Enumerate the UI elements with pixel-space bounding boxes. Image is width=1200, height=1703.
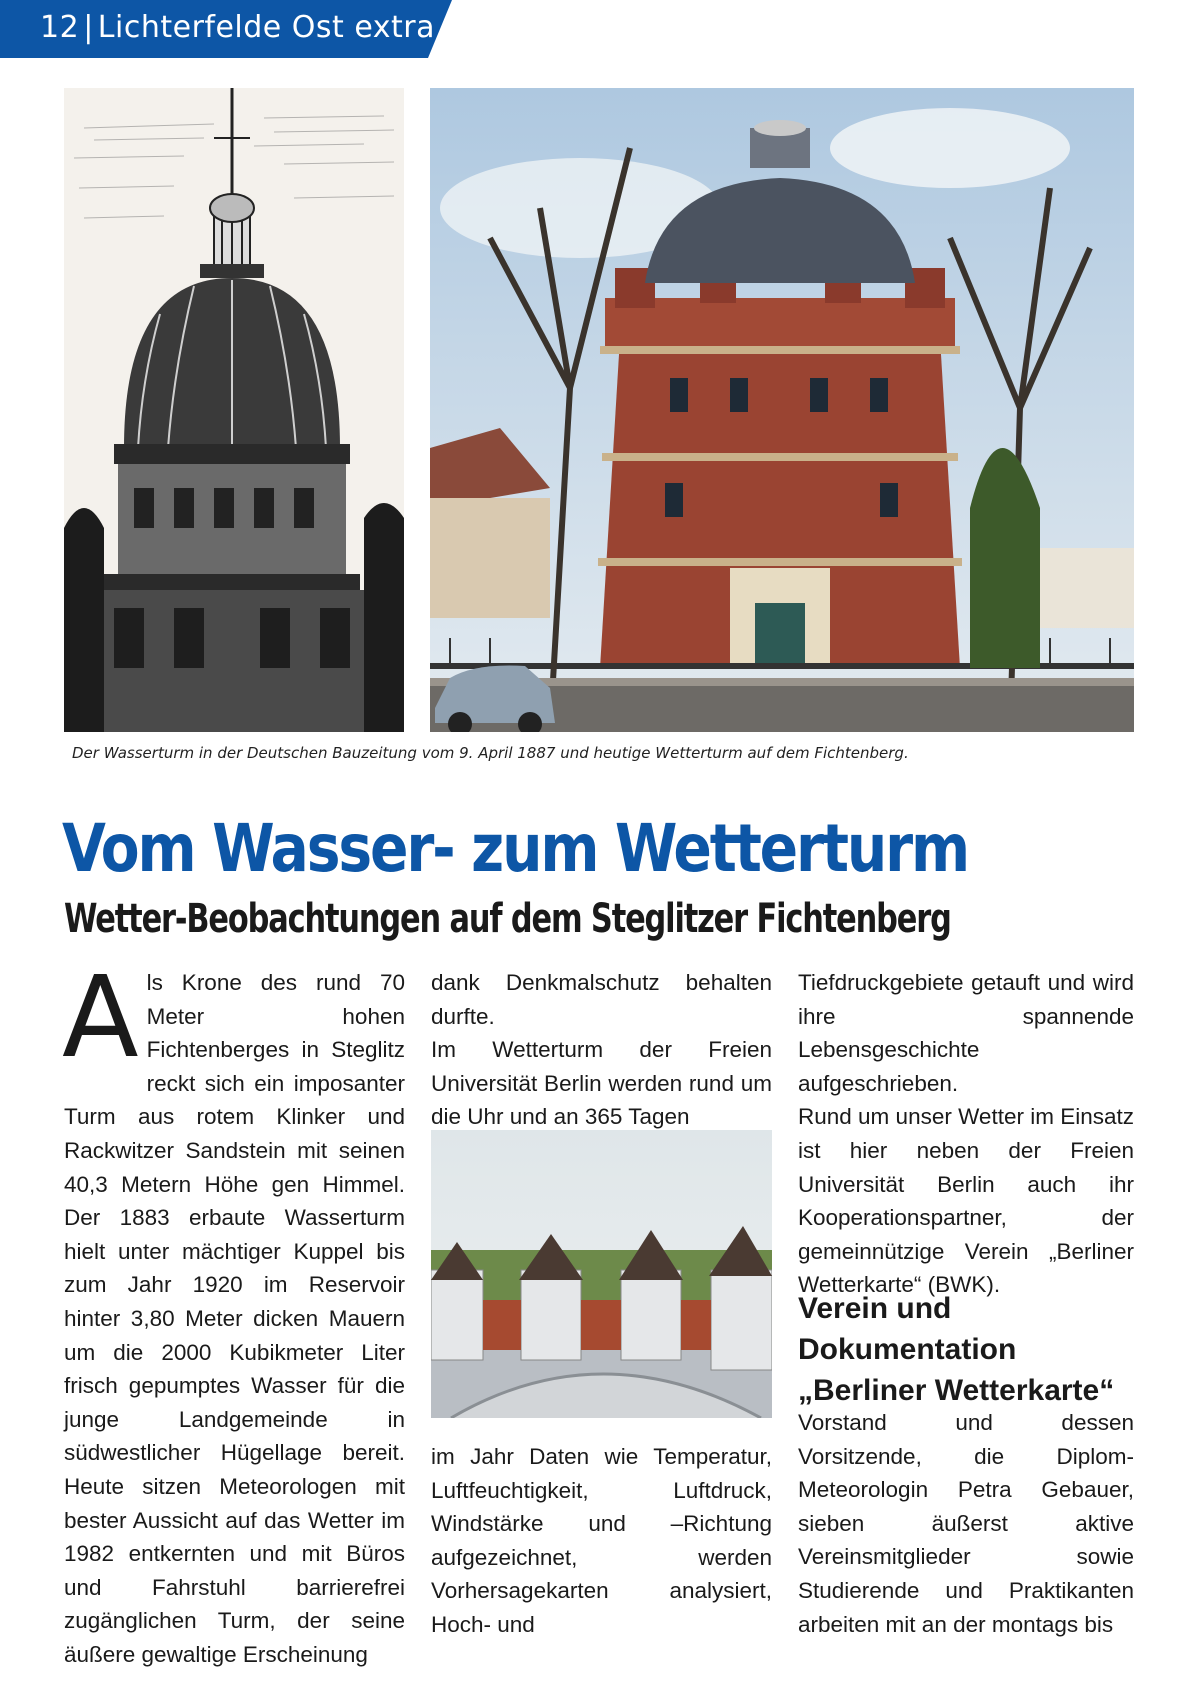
drop-cap: A (62, 953, 139, 1083)
column-3-paragraph-a: Tiefdruckgebiete getauft und wird ihre spannende Lebensgeschichte aufgeschrieben. (798, 970, 1134, 1096)
header-text (40, 10, 435, 45)
page-number: 12 (40, 10, 80, 45)
column-1-text: ls Krone des rund 70 Meter hohen Fichtenberges in Steglitz reckt sich ein imposanter Turm aus rotem Klinker und Rackwitzer Sandstein mit seinen 40,3 Metern Höhe gen Himmel. Der 1883 erbaute Wasserturm hielt unter mächtiger Kuppel bis zum Jahr 1920 im Reservoir hinter 3,80 Meter dicken Mauern um die 2000 Kubikmeter Liter frisch gepumptes Wasser für die junge Landgemeinde in südwestlicher Hügellage bereit. Heute sitzen Meteorologen mit bester Aussicht auf das Wetter im 1982 entkernten und mit Büros und Fahrstuhl barrierefrei zugänglichen Turm, der seine äußere gewaltige Erscheinung (64, 970, 405, 1667)
article-column-3-top (798, 966, 1134, 1302)
article-column-3-bottom (798, 1406, 1134, 1641)
article-column-1 (62, 953, 405, 1671)
article-subheadline: Wetter-Beobachtungen auf dem Steglitzer Fichtenberg (64, 896, 951, 942)
modern-tower-photo (430, 88, 1134, 732)
section-heading: Verein und Dokumentation „Berliner Wetterkarte“ (798, 1292, 1115, 1407)
historic-engraving-image (64, 88, 404, 732)
section-header-tab (0, 0, 452, 58)
battlements-photo (431, 1130, 772, 1418)
column-2-paragraph-a: dank Denkmalschutz behalten durfte. (431, 970, 772, 1029)
section-name: Lichterfelde Ost extra (97, 10, 436, 45)
column-3-bottom-text: Vorstand und dessen Vorsitzende, die Diplom-Meteorologin Petra Gebauer, sieben äußerst aktive Vereinsmitglieder sowie Studierende und Praktikanten arbeiten mit an der montags bis (798, 1410, 1134, 1637)
header-separator: | (83, 10, 94, 45)
article-headline: Vom Wasser- zum Wetterturm (62, 810, 968, 887)
column-2-paragraph-b: Im Wetterturm der Freien Universität Berlin werden rund um die Uhr und an 365 Tagen (431, 1037, 772, 1130)
column-3-paragraph-b: Rund um unser Wetter im Einsatz ist hier neben der Freien Universität Berlin auch ihr Kooperationspartner, der gemeinnützige Verein „Berliner Wetterkarte“ (BWK). (798, 1104, 1134, 1298)
image-caption: Der Wasserturm in der Deutschen Bauzeitung vom 9. April 1887 und heutige Wetterturm auf dem Fichtenberg. (72, 744, 909, 762)
article-column-2-bottom (431, 1440, 772, 1642)
column-2-bottom-text: im Jahr Daten wie Temperatur, Luftfeuchtigkeit, Luftdruck, Windstärke und –Richtung aufgezeichnet, werden Vorhersagekarten analysiert, Hoch- und (431, 1444, 772, 1637)
article-column-2-top (431, 966, 772, 1134)
